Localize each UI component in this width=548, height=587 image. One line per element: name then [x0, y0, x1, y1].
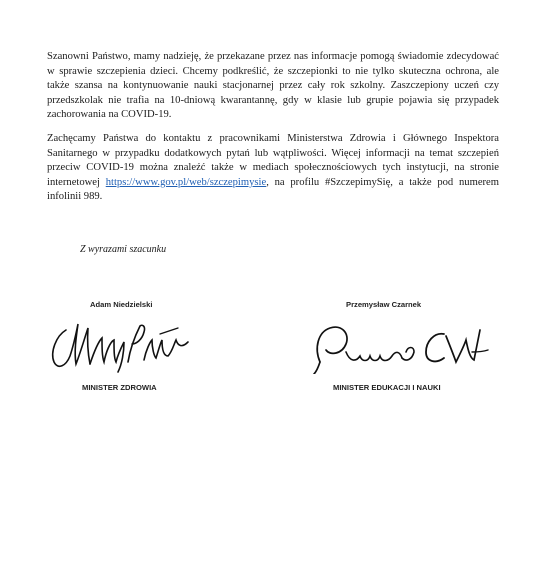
paragraph-vaccination-info: Szanowni Państwo, mamy nadzieję, że przekazane przez nas informacje pomogą świadomie zdecydować w sprawie szczepienia dzieci. Chcemy podkreślić, że szczepionki to nie tylko skuteczna ochrona, ale także szansa na kontynuowanie nauki stacjonarnej przez cały rok szkolny. Zaszczepiony uczeń czy przedszkolak nie trafia na 10-dniową kwarantannę, gdy w klasie lub grupie pojawia się przypadek zachorowania na COVID-19.: [47, 51, 499, 121]
paragraph-contact-info: [47, 132, 499, 205]
signer-name-health: Adam Niedzielski: [90, 300, 153, 309]
gov-website-link[interactable]: https://www.gov.pl/web/szczepimysie: [105, 176, 267, 188]
signer-name-education: Przemysław Czarnek: [346, 300, 422, 309]
handwritten-signature-health: [44, 312, 194, 374]
paragraph-contact-text-end: , na profilu #SzczepimySię, a także pod numerem infolinii 989.: [47, 176, 499, 203]
closing-phrase: Z wyrazami szacunku: [80, 244, 167, 255]
handwritten-signature-education: [306, 322, 490, 374]
paragraph-contact-text: Zachęcamy Państwa do kontaktu z pracownikami Ministerstwa Zdrowia i Głównego Inspektora Sanitarnego w przypadku dodatkowych pytań lub wątpliwości. Więcej informacji na temat szczepień przeciw COVID-19 można znaleźć także w mediach społecznościowych tych instytucji, na stronie internetowej: [47, 133, 499, 188]
signer-title-health: MINISTER ZDROWIA: [82, 383, 157, 392]
signer-title-education: MINISTER EDUKACJI I NAUKI: [333, 383, 441, 392]
